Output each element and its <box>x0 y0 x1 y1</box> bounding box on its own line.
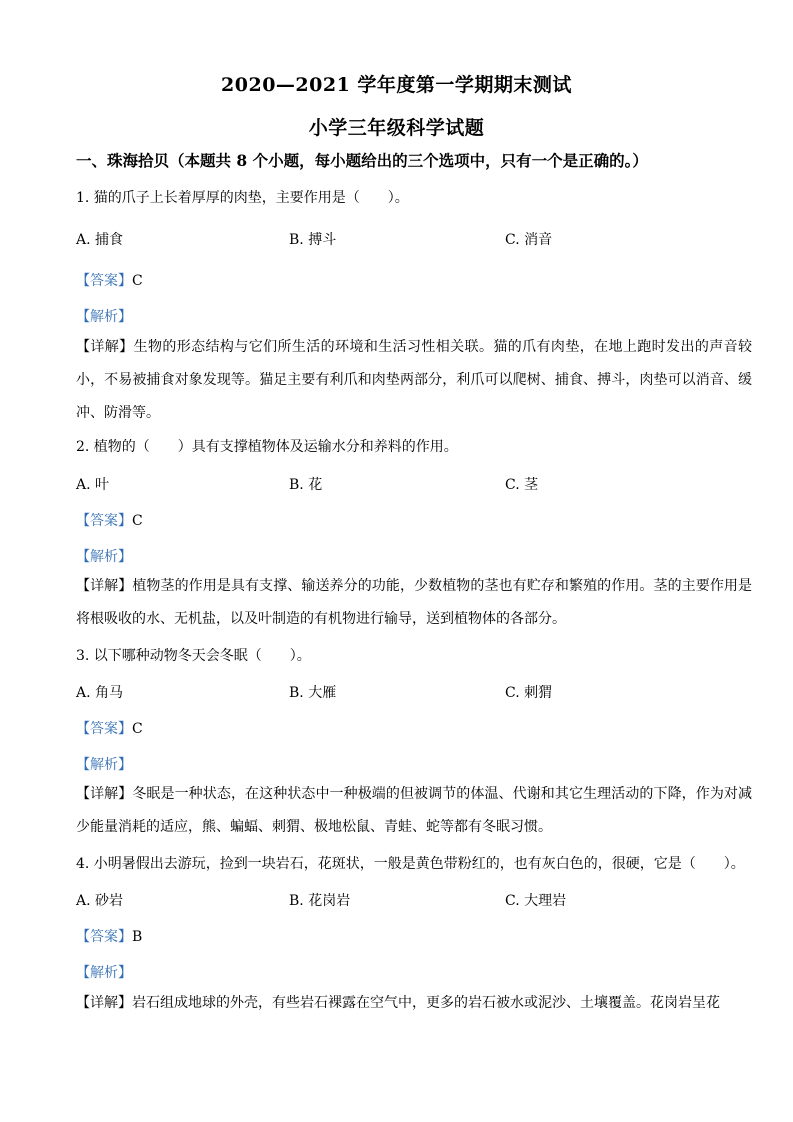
question-3-detail <box>76 778 752 844</box>
question-1-answer <box>76 270 143 290</box>
question-4-option-b: B. 花岗岩 <box>289 893 351 909</box>
detail-text: 冬眠是一种状态，在这种状态中一种极端的但被调节的体温、代谢和其它生理活动的下降，作为对减少能量消耗的适应，熊、蝙蝠、刺猬、极地松鼠、青蛙、蛇等都有冬眠习惯。 <box>76 786 753 835</box>
question-3-option-a: A. 角马 <box>76 685 124 701</box>
question-2-detail <box>76 570 752 636</box>
question-4-analysis-label: 【解析】 <box>76 965 132 981</box>
detail-label: 【详解】 <box>76 995 132 1011</box>
question-3-stem: 3. 以下哪种动物冬天会冬眠（ ）。 <box>76 648 311 664</box>
answer-value: C <box>132 721 143 737</box>
answer-label: 【答案】 <box>76 721 132 737</box>
question-3-answer <box>76 718 143 738</box>
page-subtitle: 小学三年级科学试题 <box>308 117 485 139</box>
question-3-option-b: B. 大雁 <box>289 685 337 701</box>
question-1-analysis-label: 【解析】 <box>76 309 132 325</box>
question-4-detail <box>76 987 752 1020</box>
question-1-option-b: B. 搏斗 <box>289 232 337 248</box>
question-4-option-c: C. 大理岩 <box>505 893 567 909</box>
question-2-stem: 2. 植物的（ ）具有支撑植物体及运输水分和养料的作用。 <box>76 439 458 455</box>
question-4-answer <box>76 926 142 946</box>
detail-text: 生物的形态结构与它们所生活的环境和生活习性相关联。猫的爪有肉垫，在地上跑时发出的声音较小，不易被捕食对象发现等。猫足主要有利爪和肉垫两部分，利爪可以爬树、捕食、搏斗，肉垫可以消音、缓冲、防滑等。 <box>76 339 753 421</box>
question-3-analysis-label: 【解析】 <box>76 757 132 773</box>
question-1-option-c: C. 消音 <box>505 232 553 248</box>
answer-label: 【答案】 <box>76 273 132 289</box>
detail-text: 岩石组成地球的外壳，有些岩石裸露在空气中，更多的岩石被水或泥沙、土壤覆盖。花岗岩呈花 <box>132 995 720 1011</box>
section-heading: 一、珠海拾贝（本题共 8 个小题，每小题给出的三个选项中，只有一个是正确的。） <box>76 151 648 170</box>
answer-label: 【答案】 <box>76 513 132 529</box>
question-2-answer <box>76 510 143 530</box>
page-title: 2020—2021 学年度第一学期期末测试 <box>221 74 572 96</box>
question-1-detail <box>76 331 752 430</box>
answer-value: B <box>132 929 143 945</box>
question-2-option-b: B. 花 <box>289 477 323 493</box>
answer-value: C <box>132 273 143 289</box>
question-3-option-c: C. 刺猬 <box>505 685 553 701</box>
question-2-option-c: C. 茎 <box>505 477 539 493</box>
question-4-stem: 4. 小明暑假出去游玩，捡到一块岩石，花斑状，一般是黄色带粉红的，也有灰白色的，很硬，它是（ ）。 <box>76 856 745 872</box>
detail-label: 【详解】 <box>76 339 134 355</box>
detail-text: 植物茎的作用是具有支撑、输送养分的功能，少数植物的茎也有贮存和繁殖的作用。茎的主要作用是将根吸收的水、无机盐，以及叶制造的有机物进行输导，送到植物体的各部分。 <box>76 578 753 627</box>
question-2-analysis-label: 【解析】 <box>76 549 132 565</box>
detail-label: 【详解】 <box>76 786 133 802</box>
answer-value: C <box>132 513 143 529</box>
question-1-option-a: A. 捕食 <box>76 232 124 248</box>
detail-label: 【详解】 <box>76 578 133 594</box>
question-4-option-a: A. 砂岩 <box>76 893 124 909</box>
answer-label: 【答案】 <box>76 929 132 945</box>
question-2-option-a: A. 叶 <box>76 477 110 493</box>
question-1-stem: 1. 猫的爪子上长着厚厚的肉垫，主要作用是（ ）。 <box>76 190 409 206</box>
